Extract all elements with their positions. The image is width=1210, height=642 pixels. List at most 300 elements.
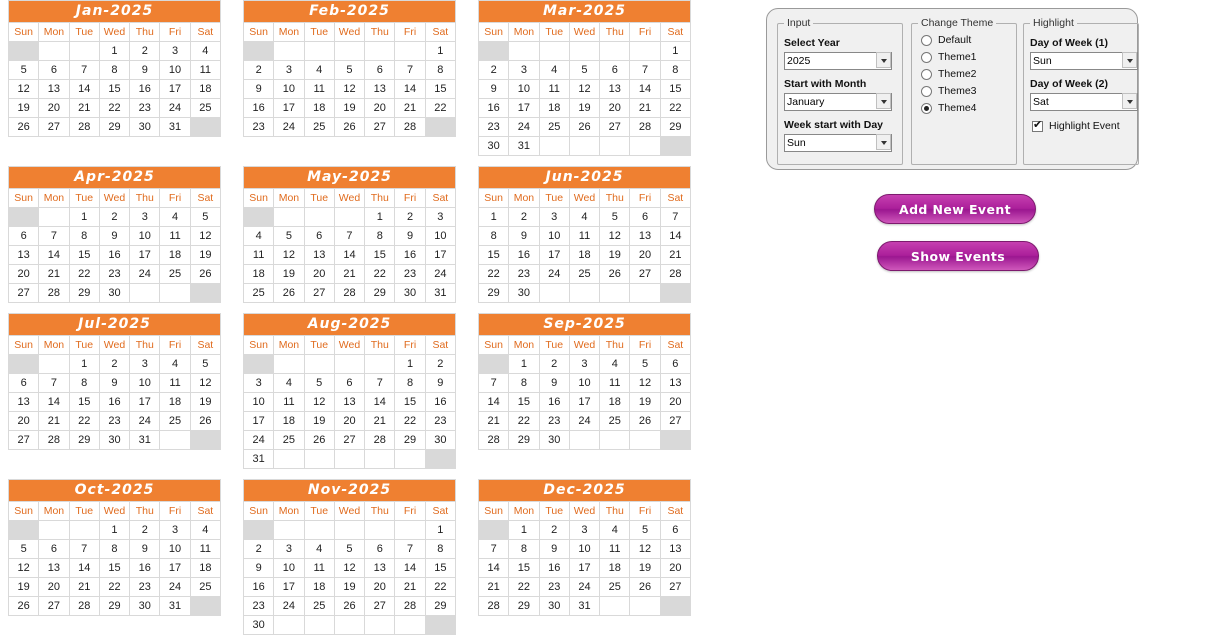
day-cell[interactable]: 17 [160,80,190,99]
day-cell[interactable]: 12 [334,80,364,99]
empty-day-cell[interactable] [630,42,660,61]
day-cell[interactable]: 23 [539,578,569,597]
day-cell[interactable]: 22 [479,265,509,284]
empty-day-cell[interactable] [9,355,39,374]
day-cell[interactable]: 11 [600,374,630,393]
day-cell[interactable]: 12 [9,559,39,578]
day-cell[interactable]: 25 [600,578,630,597]
day-cell[interactable]: 26 [569,118,599,137]
day-cell[interactable]: 28 [39,431,69,450]
day-of-week-1-dropdown[interactable] [1030,52,1138,70]
day-cell[interactable]: 1 [395,355,425,374]
day-cell[interactable]: 9 [244,559,274,578]
day-cell[interactable]: 5 [9,540,39,559]
day-cell[interactable]: 16 [99,393,129,412]
day-cell[interactable]: 25 [190,99,220,118]
day-cell[interactable]: 12 [600,227,630,246]
day-cell[interactable]: 31 [244,450,274,469]
empty-day-cell[interactable] [39,355,69,374]
day-cell[interactable]: 26 [274,284,304,303]
day-cell[interactable]: 9 [99,374,129,393]
week-start-dropdown[interactable] [784,134,892,152]
day-cell[interactable]: 15 [99,80,129,99]
day-cell[interactable]: 28 [395,118,425,137]
empty-day-cell[interactable] [660,431,690,450]
day-cell[interactable]: 30 [395,284,425,303]
day-cell[interactable]: 20 [304,265,334,284]
day-cell[interactable]: 9 [539,374,569,393]
day-cell[interactable]: 25 [304,118,334,137]
empty-day-cell[interactable] [334,450,364,469]
day-cell[interactable]: 15 [509,393,539,412]
empty-day-cell[interactable] [600,284,630,303]
day-cell[interactable]: 20 [9,265,39,284]
day-cell[interactable]: 11 [274,393,304,412]
day-cell[interactable]: 29 [99,118,129,137]
day-cell[interactable]: 14 [39,393,69,412]
day-cell[interactable]: 3 [569,355,599,374]
day-cell[interactable]: 16 [539,393,569,412]
day-cell[interactable]: 18 [190,80,220,99]
day-cell[interactable]: 25 [274,431,304,450]
day-cell[interactable]: 10 [244,393,274,412]
theme-option-theme4[interactable] [921,102,1016,114]
day-cell[interactable]: 23 [479,118,509,137]
day-cell[interactable]: 26 [334,597,364,616]
day-cell[interactable]: 25 [539,118,569,137]
day-cell[interactable]: 4 [304,61,334,80]
theme-option-default[interactable] [921,34,1016,46]
day-cell[interactable]: 1 [509,355,539,374]
day-cell[interactable]: 5 [9,61,39,80]
day-cell[interactable]: 2 [130,521,160,540]
day-cell[interactable]: 16 [244,99,274,118]
day-cell[interactable]: 19 [304,412,334,431]
empty-day-cell[interactable] [600,431,630,450]
day-cell[interactable]: 18 [160,393,190,412]
radio-icon[interactable] [921,35,932,46]
day-cell[interactable]: 12 [569,80,599,99]
day-cell[interactable]: 21 [334,265,364,284]
day-cell[interactable]: 2 [99,355,129,374]
day-cell[interactable]: 24 [244,431,274,450]
day-cell[interactable]: 13 [304,246,334,265]
day-cell[interactable]: 13 [365,559,395,578]
day-cell[interactable]: 11 [190,540,220,559]
empty-day-cell[interactable] [334,616,364,635]
day-cell[interactable]: 13 [334,393,364,412]
day-cell[interactable]: 5 [190,208,220,227]
day-cell[interactable]: 21 [630,99,660,118]
day-cell[interactable]: 2 [539,521,569,540]
day-cell[interactable]: 13 [9,393,39,412]
empty-day-cell[interactable] [334,355,364,374]
day-cell[interactable]: 22 [509,412,539,431]
day-cell[interactable]: 29 [99,597,129,616]
empty-day-cell[interactable] [479,42,509,61]
highlight-event-row[interactable] [1032,120,1138,132]
day-cell[interactable]: 3 [274,61,304,80]
day-cell[interactable]: 27 [334,431,364,450]
empty-day-cell[interactable] [600,597,630,616]
day-cell[interactable]: 10 [130,374,160,393]
day-cell[interactable]: 3 [569,521,599,540]
day-cell[interactable]: 29 [69,284,99,303]
day-cell[interactable]: 7 [479,540,509,559]
day-of-week-2-dropdown[interactable] [1030,93,1138,111]
day-cell[interactable]: 4 [244,227,274,246]
empty-day-cell[interactable] [365,42,395,61]
day-cell[interactable]: 1 [425,42,455,61]
day-cell[interactable]: 22 [425,99,455,118]
day-cell[interactable]: 23 [425,412,455,431]
day-cell[interactable]: 11 [304,80,334,99]
empty-day-cell[interactable] [274,42,304,61]
day-cell[interactable]: 20 [334,412,364,431]
day-cell[interactable]: 18 [304,578,334,597]
day-cell[interactable]: 2 [509,208,539,227]
day-cell[interactable]: 14 [630,80,660,99]
day-cell[interactable]: 3 [160,521,190,540]
empty-day-cell[interactable] [9,208,39,227]
day-cell[interactable]: 27 [39,118,69,137]
day-cell[interactable]: 16 [130,559,160,578]
day-cell[interactable]: 17 [425,246,455,265]
day-cell[interactable]: 15 [99,559,129,578]
empty-day-cell[interactable] [274,450,304,469]
day-cell[interactable]: 5 [190,355,220,374]
day-cell[interactable]: 14 [395,80,425,99]
day-cell[interactable]: 26 [9,597,39,616]
day-cell[interactable]: 2 [479,61,509,80]
day-cell[interactable]: 25 [244,284,274,303]
day-cell[interactable]: 3 [130,355,160,374]
day-cell[interactable]: 28 [479,597,509,616]
day-cell[interactable]: 29 [395,431,425,450]
day-cell[interactable]: 24 [160,578,190,597]
empty-day-cell[interactable] [395,42,425,61]
empty-day-cell[interactable] [69,42,99,61]
day-cell[interactable]: 30 [130,597,160,616]
day-cell[interactable]: 8 [365,227,395,246]
empty-day-cell[interactable] [274,355,304,374]
day-cell[interactable]: 14 [365,393,395,412]
day-cell[interactable]: 26 [630,578,660,597]
day-cell[interactable]: 27 [304,284,334,303]
empty-day-cell[interactable] [274,616,304,635]
day-cell[interactable]: 18 [600,393,630,412]
day-cell[interactable]: 5 [274,227,304,246]
day-cell[interactable]: 31 [130,431,160,450]
empty-day-cell[interactable] [304,208,334,227]
day-cell[interactable]: 8 [69,227,99,246]
empty-day-cell[interactable] [244,521,274,540]
day-cell[interactable]: 2 [244,61,274,80]
empty-day-cell[interactable] [160,431,190,450]
day-cell[interactable]: 21 [39,265,69,284]
day-cell[interactable]: 16 [479,99,509,118]
day-cell[interactable]: 1 [509,521,539,540]
day-cell[interactable]: 9 [130,61,160,80]
empty-day-cell[interactable] [274,208,304,227]
empty-day-cell[interactable] [130,284,160,303]
day-cell[interactable]: 26 [9,118,39,137]
day-cell[interactable]: 22 [69,265,99,284]
day-cell[interactable]: 20 [630,246,660,265]
day-cell[interactable]: 6 [9,374,39,393]
day-cell[interactable]: 22 [425,578,455,597]
day-cell[interactable]: 1 [99,521,129,540]
day-cell[interactable]: 10 [569,540,599,559]
day-cell[interactable]: 5 [600,208,630,227]
day-cell[interactable]: 8 [99,61,129,80]
day-cell[interactable]: 28 [395,597,425,616]
day-cell[interactable]: 10 [160,61,190,80]
day-cell[interactable]: 13 [9,246,39,265]
day-cell[interactable]: 16 [244,578,274,597]
day-cell[interactable]: 23 [99,265,129,284]
day-cell[interactable]: 4 [600,355,630,374]
empty-day-cell[interactable] [304,616,334,635]
day-cell[interactable]: 31 [509,137,539,156]
empty-day-cell[interactable] [600,137,630,156]
day-cell[interactable]: 30 [539,597,569,616]
day-cell[interactable]: 8 [479,227,509,246]
empty-day-cell[interactable] [569,42,599,61]
day-cell[interactable]: 16 [539,559,569,578]
day-cell[interactable]: 28 [660,265,690,284]
day-cell[interactable]: 7 [39,374,69,393]
day-cell[interactable]: 11 [190,61,220,80]
day-cell[interactable]: 21 [395,99,425,118]
day-cell[interactable]: 15 [509,559,539,578]
empty-day-cell[interactable] [190,597,220,616]
day-cell[interactable]: 2 [395,208,425,227]
day-cell[interactable]: 21 [479,578,509,597]
day-cell[interactable]: 16 [130,80,160,99]
day-cell[interactable]: 22 [509,578,539,597]
empty-day-cell[interactable] [630,597,660,616]
day-cell[interactable]: 13 [600,80,630,99]
day-of-week-2-wrap[interactable] [1024,92,1138,111]
empty-day-cell[interactable] [479,355,509,374]
day-cell[interactable]: 8 [509,540,539,559]
day-cell[interactable]: 6 [365,540,395,559]
day-cell[interactable]: 18 [274,412,304,431]
day-cell[interactable]: 6 [630,208,660,227]
day-cell[interactable]: 18 [244,265,274,284]
day-cell[interactable]: 25 [569,265,599,284]
day-cell[interactable]: 17 [160,559,190,578]
day-cell[interactable]: 20 [660,559,690,578]
day-cell[interactable]: 8 [660,61,690,80]
day-cell[interactable]: 5 [334,540,364,559]
start-month-dropdown[interactable] [784,93,892,111]
day-cell[interactable]: 15 [660,80,690,99]
empty-day-cell[interactable] [274,521,304,540]
day-cell[interactable]: 30 [130,118,160,137]
empty-day-cell[interactable] [660,137,690,156]
radio-icon[interactable] [921,103,932,114]
day-cell[interactable]: 9 [539,540,569,559]
day-cell[interactable]: 18 [160,246,190,265]
day-cell[interactable]: 17 [274,99,304,118]
day-cell[interactable]: 8 [395,374,425,393]
day-cell[interactable]: 9 [395,227,425,246]
day-cell[interactable]: 30 [509,284,539,303]
day-cell[interactable]: 14 [69,80,99,99]
empty-day-cell[interactable] [539,137,569,156]
day-cell[interactable]: 24 [425,265,455,284]
day-cell[interactable]: 5 [630,521,660,540]
day-cell[interactable]: 30 [425,431,455,450]
day-cell[interactable]: 19 [334,99,364,118]
day-cell[interactable]: 10 [130,227,160,246]
empty-day-cell[interactable] [425,450,455,469]
day-cell[interactable]: 6 [660,521,690,540]
day-cell[interactable]: 9 [130,540,160,559]
day-cell[interactable]: 24 [130,412,160,431]
day-cell[interactable]: 15 [69,393,99,412]
empty-day-cell[interactable] [160,284,190,303]
day-cell[interactable]: 7 [334,227,364,246]
day-cell[interactable]: 31 [569,597,599,616]
day-cell[interactable]: 4 [304,540,334,559]
day-cell[interactable]: 14 [479,393,509,412]
day-cell[interactable]: 26 [630,412,660,431]
day-cell[interactable]: 30 [539,431,569,450]
day-cell[interactable]: 16 [99,246,129,265]
day-cell[interactable]: 28 [334,284,364,303]
day-cell[interactable]: 7 [395,61,425,80]
day-cell[interactable]: 13 [630,227,660,246]
day-cell[interactable]: 4 [160,355,190,374]
empty-day-cell[interactable] [630,137,660,156]
day-cell[interactable]: 26 [600,265,630,284]
day-cell[interactable]: 21 [660,246,690,265]
day-cell[interactable]: 18 [190,559,220,578]
day-cell[interactable]: 4 [539,61,569,80]
day-cell[interactable]: 25 [160,412,190,431]
theme-option-theme1[interactable] [921,51,1016,63]
empty-day-cell[interactable] [39,521,69,540]
day-cell[interactable]: 25 [304,597,334,616]
day-cell[interactable]: 21 [69,99,99,118]
day-cell[interactable]: 3 [539,208,569,227]
day-cell[interactable]: 4 [569,208,599,227]
day-cell[interactable]: 8 [99,540,129,559]
day-cell[interactable]: 10 [509,80,539,99]
select-year-dropdown[interactable] [784,52,892,70]
day-cell[interactable]: 7 [479,374,509,393]
day-cell[interactable]: 2 [425,355,455,374]
day-cell[interactable]: 28 [365,431,395,450]
day-cell[interactable]: 6 [600,61,630,80]
day-cell[interactable]: 24 [569,412,599,431]
empty-day-cell[interactable] [304,450,334,469]
day-cell[interactable]: 11 [569,227,599,246]
day-cell[interactable]: 5 [630,355,660,374]
day-cell[interactable]: 19 [9,99,39,118]
day-cell[interactable]: 29 [509,597,539,616]
day-cell[interactable]: 23 [395,265,425,284]
day-cell[interactable]: 22 [660,99,690,118]
day-cell[interactable]: 19 [274,265,304,284]
day-cell[interactable]: 18 [304,99,334,118]
empty-day-cell[interactable] [569,284,599,303]
day-cell[interactable]: 28 [69,118,99,137]
day-cell[interactable]: 20 [39,99,69,118]
day-cell[interactable]: 9 [479,80,509,99]
day-cell[interactable]: 9 [99,227,129,246]
day-cell[interactable]: 30 [479,137,509,156]
empty-day-cell[interactable] [660,284,690,303]
empty-day-cell[interactable] [304,521,334,540]
day-cell[interactable]: 5 [334,61,364,80]
day-cell[interactable]: 1 [69,355,99,374]
day-cell[interactable]: 27 [660,412,690,431]
day-cell[interactable]: 8 [425,540,455,559]
day-cell[interactable]: 3 [425,208,455,227]
day-cell[interactable]: 30 [99,431,129,450]
theme-option-theme3[interactable] [921,85,1016,97]
day-cell[interactable]: 9 [425,374,455,393]
day-cell[interactable]: 20 [365,578,395,597]
empty-day-cell[interactable] [304,355,334,374]
day-cell[interactable]: 23 [130,578,160,597]
day-cell[interactable]: 16 [509,246,539,265]
day-cell[interactable]: 19 [190,246,220,265]
day-cell[interactable]: 21 [69,578,99,597]
day-cell[interactable]: 14 [395,559,425,578]
day-cell[interactable]: 14 [39,246,69,265]
day-cell[interactable]: 4 [190,42,220,61]
day-cell[interactable]: 20 [660,393,690,412]
empty-day-cell[interactable] [190,284,220,303]
day-cell[interactable]: 19 [190,393,220,412]
day-cell[interactable]: 12 [334,559,364,578]
day-cell[interactable]: 31 [160,118,190,137]
day-cell[interactable]: 2 [539,355,569,374]
day-cell[interactable]: 29 [365,284,395,303]
day-cell[interactable]: 2 [130,42,160,61]
empty-day-cell[interactable] [39,208,69,227]
day-cell[interactable]: 27 [9,284,39,303]
empty-day-cell[interactable] [244,208,274,227]
day-of-week-1-wrap[interactable] [1024,51,1138,70]
day-cell[interactable]: 8 [69,374,99,393]
radio-icon[interactable] [921,52,932,63]
day-cell[interactable]: 22 [395,412,425,431]
day-cell[interactable]: 21 [39,412,69,431]
day-cell[interactable]: 24 [539,265,569,284]
empty-day-cell[interactable] [365,521,395,540]
day-cell[interactable]: 1 [365,208,395,227]
day-cell[interactable]: 13 [39,80,69,99]
day-cell[interactable]: 17 [274,578,304,597]
day-cell[interactable]: 15 [425,559,455,578]
day-cell[interactable]: 12 [190,374,220,393]
day-cell[interactable]: 15 [479,246,509,265]
day-cell[interactable]: 7 [39,227,69,246]
day-cell[interactable]: 26 [190,412,220,431]
day-cell[interactable]: 28 [39,284,69,303]
empty-day-cell[interactable] [630,431,660,450]
day-cell[interactable]: 23 [539,412,569,431]
day-cell[interactable]: 14 [660,227,690,246]
day-cell[interactable]: 23 [244,597,274,616]
start-month-wrap[interactable] [778,92,892,111]
